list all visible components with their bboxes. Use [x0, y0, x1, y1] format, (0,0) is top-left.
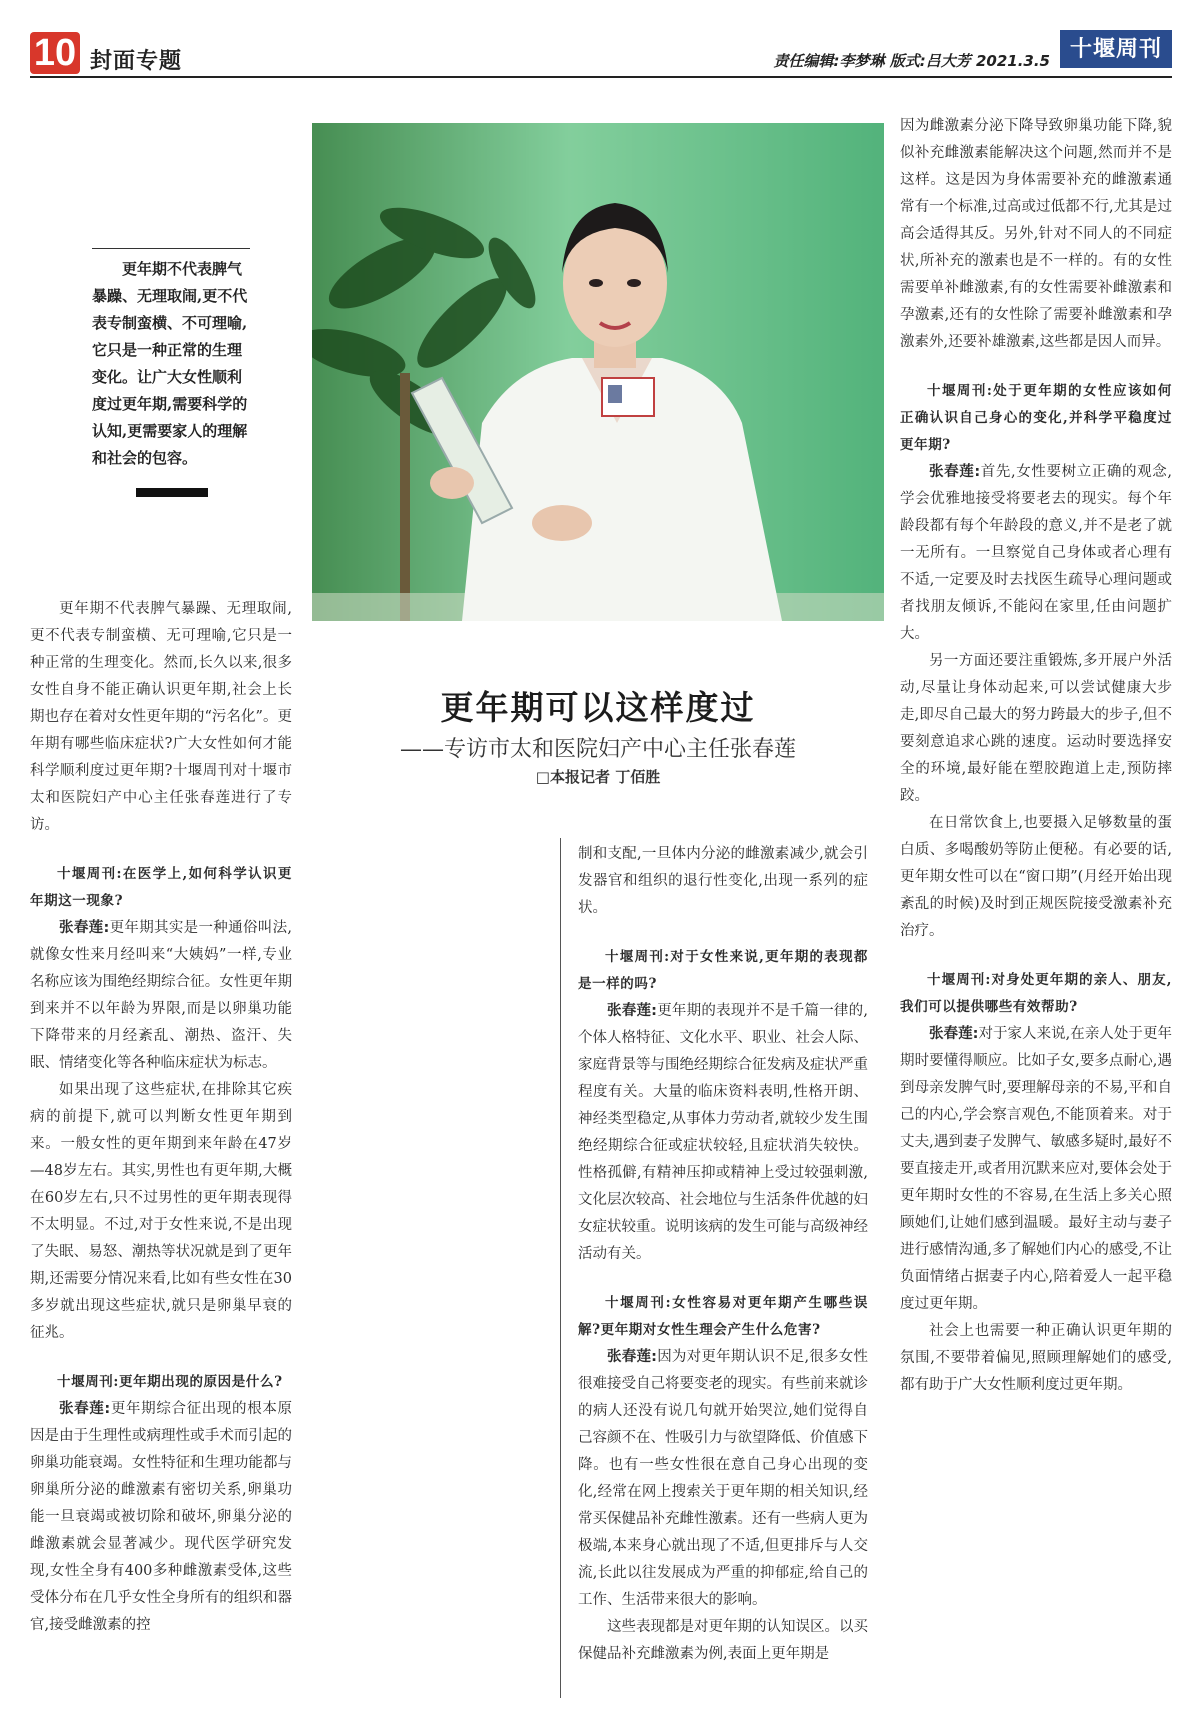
article-subtitle: ——专访市太和医院妇产中心主任张春莲 — [399, 737, 796, 762]
pullquote-bar — [136, 488, 208, 497]
paragraph: 制和支配,一旦体内分泌的雌激素减少,就会引发器官和组织的退行性变化,出现一系列的症状。 — [578, 846, 868, 916]
answer-3 — [578, 998, 868, 1268]
answer-text: 对于家人来说,在亲人处于更年期时要懂得顺应。比如子女,要多点耐心,遇到母亲发脾气时,要理解母亲的不易,平和自己的内心,学会察言观色,不能顶着来。对于丈夫,遇到妻子发脾气、敏感多疑时,最好不要直接走开,或者用沉默来应对,要体会处于更年期时女性的不容易,在生活上多关心照顾她们,让她们感到温暖。最好主动与妻子进行感情沟通,多了解她们内心的感受,不让负面情绪占据妻子内心,陪着爱人一起平稳度过更年期。 — [900, 1026, 1172, 1312]
speaker-label: 张春莲: — [929, 1026, 979, 1042]
column-1 — [30, 596, 292, 1639]
question-3: 十堰周刊:对于女性来说,更年期的表现都是一样的吗? — [578, 949, 868, 992]
answer-4 — [578, 1344, 868, 1614]
speaker-label: 张春莲: — [59, 920, 110, 936]
masthead-logo: 十堰周刊 — [1060, 30, 1172, 68]
page-number: 10 — [30, 32, 80, 74]
answer-text: 更年期综合征出现的根本原因是由于生理性或病理性或手术而引起的卵巢功能衰竭。女性特征和生理功能都与卵巢所分泌的雌激素有密切关系,卵巢功能一旦衰竭或被切除和破坏,卵巢分泌的雌激素就会显著减少。现代医学研究发现,女性全身有400多种雌激素受体,这些受体分布在几乎女性全身所有的组织和器官,接受雌激素的控 — [30, 1401, 292, 1633]
question-2: 十堰周刊:更年期出现的原因是什么? — [57, 1374, 283, 1390]
answer-text: 首先,女性要树立正确的观念,学会优雅地接受将要老去的现实。每个年龄段都有每个年龄段的意义,并不是老了就一无所有。一旦察觉自己身体或者心理有不适,一定要及时去找医生疏导心理问题或者找朋友倾诉,不能闷在家里,任由问题扩大。 — [900, 464, 1172, 642]
pullquote-rule — [92, 248, 250, 249]
speaker-label: 张春莲: — [607, 1349, 657, 1365]
column-divider — [560, 838, 561, 1698]
answer-text: 更年期的表现并不是千篇一律的,个体人格特征、文化水平、职业、社会人际、家庭背景等与围绝经期综合征发病及症状严重程度有关。大量的临床资料表明,性格开朗、神经类型稳定,从事体力劳动者,就较少发生围绝经期综合征或症状较轻,且症状消失较快。性格孤僻,有精神压抑或精神上受过较强刺激,文化层次较高、社会地位与生活条件优越的妇女症状较重。说明该病的发生可能与高级神经活动有关。 — [578, 1003, 868, 1262]
answer-1 — [30, 915, 292, 1077]
question-5: 十堰周刊:处于更年期的女性应该如何正确认识自己身心的变化,并科学平稳度过更年期? — [900, 383, 1172, 453]
question-6: 十堰周刊:对身处更年期的亲人、朋友,我们可以提供哪些有效帮助? — [900, 972, 1172, 1015]
doctor-photo — [312, 123, 884, 621]
speaker-label: 张春莲: — [59, 1401, 111, 1417]
paragraph: 另一方面还要注重锻炼,多开展户外活动,尽量让身体动起来,可以尝试健康大步走,即尽自己最大的努力跨最大的步子,但不要刻意追求心跳的速度。运动时要选择安全的环境,最好能在塑胶跑道上走,预防摔跤。 — [900, 653, 1172, 804]
paragraph: 在日常饮食上,也要摄入足够数量的蛋白质、多喝酸奶等防止便秘。有必要的话,更年期女性可以在“窗口期”(月经开始出现紊乱的时候)及时到正规医院接受激素补充治疗。 — [900, 815, 1172, 939]
paragraph: 因为雌激素分泌下降导致卵巢功能下降,貌似补充雌激素能解决这个问题,然而并不是这样。这是因为身体需要补充的雌激素通常有一个标准,过高或过低都不行,尤其是过高会适得其反。另外,针对不同人的不同症状,所补充的激素也是不一样的。有的女性需要单补雌激素,有的女性需要补雌激素和孕激素,还有的女性除了需要补雌激素和孕激素外,还要补雄激素,这些都是因人而异。 — [900, 118, 1172, 350]
pullquote: 更年期不代表脾气暴躁、无理取闹,更不代表专制蛮横、不可理喻,它只是一种正常的生理变化。让广大女性顺利度过更年期,需要科学的认知,更需要家人的理解和社会的包容。 — [92, 260, 248, 467]
article-title: 更年期可以这样度过 — [440, 688, 756, 727]
section-title: 封面专题 — [90, 49, 183, 74]
answer-5 — [900, 459, 1172, 648]
paragraph: 如果出现了这些症状,在排除其它疾病的前提下,就可以判断女性更年期到来。一般女性的更年期到来年龄在47岁—48岁左右。其实,男性也有更年期,大概在60岁左右,只不过男性的更年期表现得不太明显。不过,对于女性来说,不是出现了失眠、易怒、潮热等状况就是到了更年期,还需要分情况来看,比如有些女性在30多岁就出现这些症状,就只是卵巢早衰的征兆。 — [30, 1082, 292, 1341]
intro-paragraph: 更年期不代表脾气暴躁、无理取闹,更不代表专制蛮横、无可理喻,它只是一种正常的生理变化。然而,长久以来,很多女性自身不能正确认识更年期,社会上长期也存在着对女性更年期的“污名化”。更年期有哪些临床症状?广大女性如何才能科学顺利度过更年期?十堰周刊对十堰市太和医院妇产中心主任张春莲进行了专访。 — [30, 601, 292, 833]
question-4: 十堰周刊:女性容易对更年期产生哪些误解?更年期对女性生理会产生什么危害? — [578, 1295, 868, 1338]
header-rule — [30, 76, 1172, 78]
answer-6 — [900, 1021, 1172, 1318]
byline: □本报记者 丁佰胜 — [535, 768, 661, 786]
paragraph: 社会上也需要一种正确认识更年期的氛围,不要带着偏见,照顾理解她们的感受,都有助于广大女性顺利度过更年期。 — [900, 1323, 1172, 1393]
paragraph: 这些表现都是对更年期的认知误区。以买保健品补充雌激素为例,表面上更年期是 — [578, 1619, 868, 1662]
speaker-label: 张春莲: — [607, 1003, 657, 1019]
editor-credits: 责任编辑:李梦琳 版式:吕大芳 2021.3.5 — [773, 52, 1050, 70]
column-3 — [900, 113, 1172, 1399]
question-1: 十堰周刊:在医学上,如何科学认识更年期这一现象? — [30, 866, 292, 909]
column-2 — [578, 841, 868, 1668]
answer-text: 因为对更年期认识不足,很多女性很难接受自己将要变老的现实。有些前来就诊的病人还没有说几句就开始哭泣,她们觉得自己容颜不在、性吸引力与欲望降低、价值感下降。也有一些女性很在意自己身心出现的变化,经常在网上搜索关于更年期的相关知识,经常买保健品补充雌性激素。还有一些病人更为极端,本来身心就出现了不适,但更排斥与人交流,长此以往发展成为严重的抑郁症,给自己的工作、生活带来很大的影响。 — [578, 1349, 868, 1608]
answer-text: 更年期其实是一种通俗叫法,就像女性来月经叫来“大姨妈”一样,专业名称应该为围绝经期综合征。女性更年期到来并不以年龄为界限,而是以卵巢功能下降带来的月经紊乱、潮热、盗汗、失眠、情绪变化等各种临床症状为标志。 — [30, 920, 292, 1071]
speaker-label: 张春莲: — [929, 464, 981, 480]
answer-2 — [30, 1396, 292, 1639]
